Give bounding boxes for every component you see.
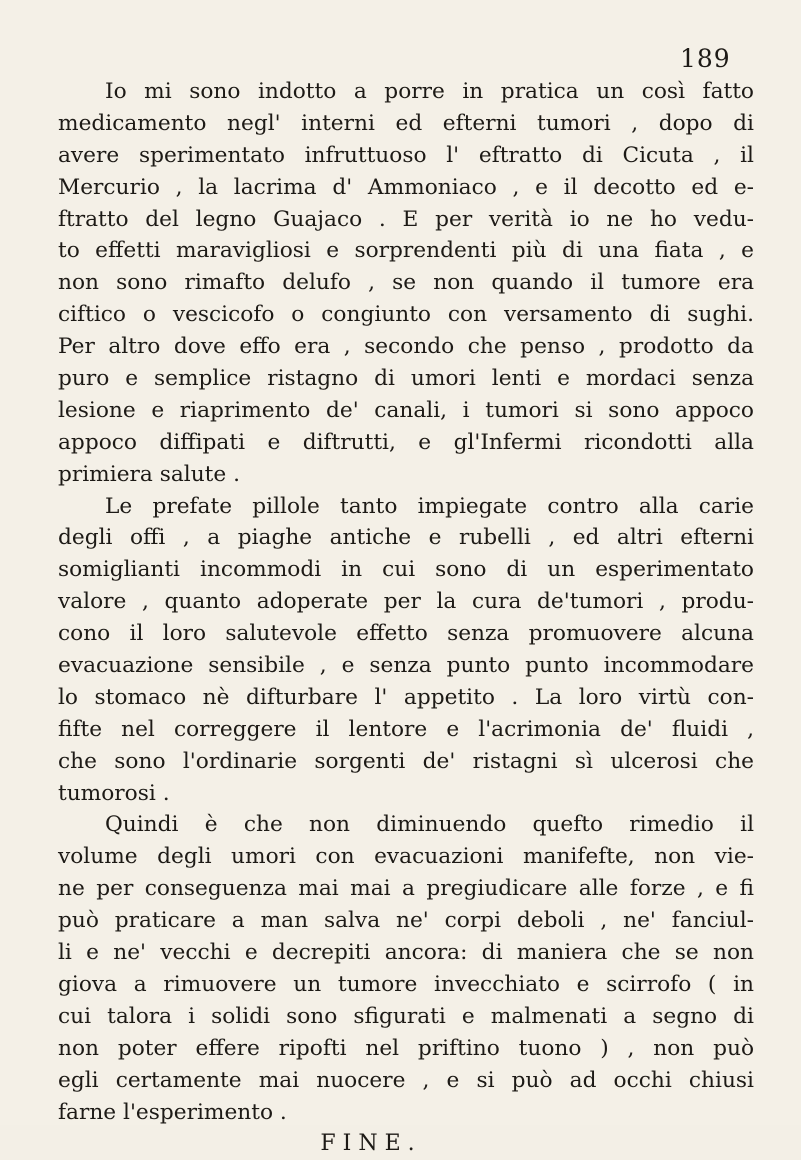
text-line: avere sperimentato infruttuoso l' eftratto di Cicuta , il xyxy=(58,142,754,168)
text-line: cono il loro salutevole effetto senza promuovere alcuna xyxy=(58,621,754,647)
text-line: ne per conseguenza mai mai a pregiudicare alle forze , e fi xyxy=(58,876,754,902)
text-line: egli certamente mai nuocere , e si può ad occhi chiusi xyxy=(58,1067,754,1093)
text-line: Io mi sono indotto a porre in pratica un così fatto xyxy=(105,79,754,104)
text-line: non poter effere ripofti nel priftino tuono ) , non può xyxy=(58,1035,754,1061)
page-number: 189 xyxy=(680,44,731,73)
text-line: degli offi , a piaghe antiche e rubelli , ed altri efterni xyxy=(58,525,754,551)
text-line: Per altro dove effo era , secondo che penso , prodotto da xyxy=(58,334,754,360)
text-line: non sono rimafto delufo , se non quando il tumore era xyxy=(58,270,754,296)
text-line: cui talora i solidi sono sfigurati e malmenati a segno di xyxy=(58,1003,754,1029)
text-line: lo stomaco nè difturbare l' appetito . La loro virtù con- xyxy=(58,684,754,710)
text-line: ciftico o vescicofo o congiunto con versamento di sughi. xyxy=(58,302,754,328)
text-line: lesione e riaprimento de' canali, i tumori si sono appoco xyxy=(58,397,754,423)
text-line: Quindi è che non diminuendo quefto rimedio il xyxy=(105,812,754,838)
text-line: evacuazione sensibile , e senza punto punto incommodare xyxy=(58,653,754,679)
text-line: li e ne' vecchi e decrepiti ancora: di maniera che se non xyxy=(58,940,754,966)
text-line: Mercurio , la lacrima d' Ammoniaco , e il decotto ed e- xyxy=(58,174,754,200)
text-line: to effetti maravigliosi e sorprendenti più di una fiata , e xyxy=(58,238,754,264)
body-text xyxy=(58,76,754,1160)
text-line: valore , quanto adoperate per la cura de'tumori , produ- xyxy=(58,589,754,615)
text-line: ftratto del legno Guajaco . E per verità io ne ho vedu- xyxy=(58,206,754,232)
text-line: tumorosi . xyxy=(58,780,170,806)
text-line: che sono l'ordinarie sorgenti de' ristagni sì ulcerosi che xyxy=(58,748,754,774)
text-line: primiera salute . xyxy=(58,461,241,487)
end-mark: FINE. xyxy=(320,1131,422,1157)
text-line: giova a rimuovere un tumore invecchiato e scirrofo ( in xyxy=(58,971,754,997)
text-line: volume degli umori con evacuazioni manifefte, non vie- xyxy=(58,844,754,870)
text-line: puro e semplice ristagno di umori lenti e mordaci senza xyxy=(58,366,754,392)
text-line: somiglianti incommodi in cui sono di un esperimentato xyxy=(58,557,754,583)
text-line: medicamento negl' interni ed efterni tumori , dopo di xyxy=(58,110,754,136)
text-line: farne l'esperimento . xyxy=(58,1099,287,1125)
text-line: Le prefate pillole tanto impiegate contro alla carie xyxy=(105,493,754,519)
text-line: fifte nel correggere il lentore e l'acrimonia de' fluidi , xyxy=(58,716,754,742)
text-line: appoco diffipati e diftrutti, e gl'Infermi ricondotti alla xyxy=(58,429,754,455)
text-line: può praticare a man salva ne' corpi deboli , ne' fanciul- xyxy=(58,908,754,934)
